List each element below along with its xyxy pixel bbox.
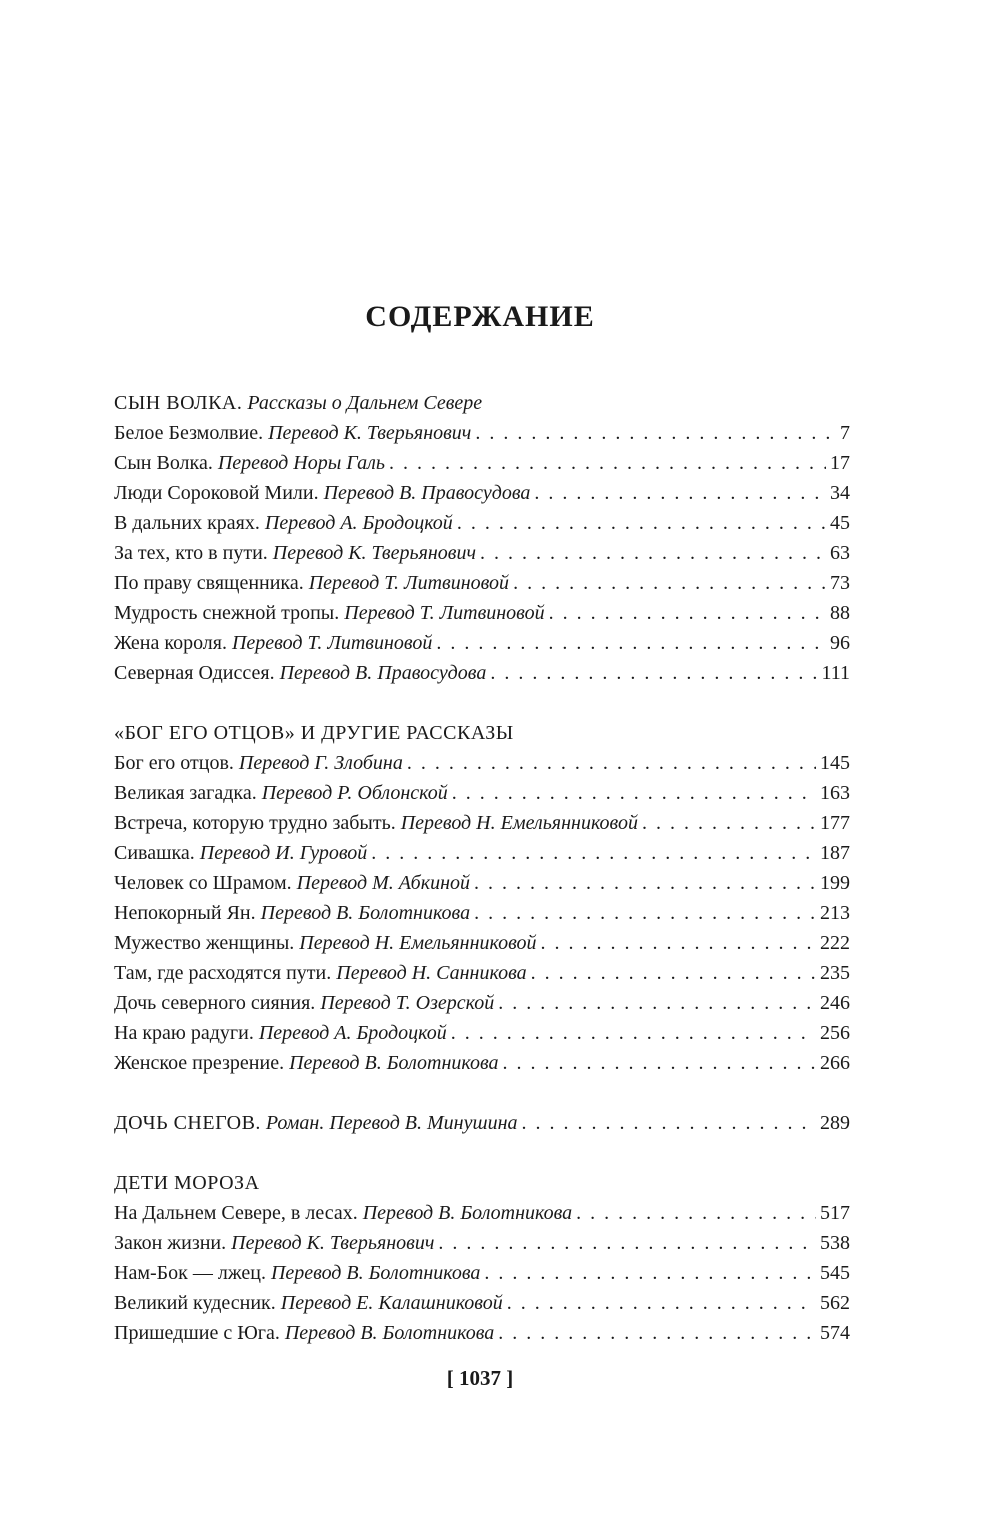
entry-page-number: 111 [821,662,850,684]
entry-translator: Перевод Н. Санникова [336,962,527,984]
dot-leader [407,748,816,778]
dot-leader [498,1318,816,1348]
entry-translator: Перевод Н. Емельянниковой [400,812,638,834]
entry-translator: Перевод А. Бродоцкой [264,512,453,534]
toc-entry[interactable] [114,598,850,628]
toc-entry[interactable] [114,838,850,868]
entry-page-number: 145 [820,752,850,774]
dot-leader [642,808,816,838]
dot-leader [490,658,817,688]
toc-entry[interactable] [114,1288,850,1318]
section-heading [114,1168,850,1198]
entry-title: Женское презрение. [114,1052,285,1074]
section-name: СЫН ВОЛКА. [114,392,243,414]
toc-entry[interactable] [114,1318,850,1348]
toc-entry[interactable] [114,1198,850,1228]
entry-page-number: 73 [830,572,850,594]
entry-title: Сын Волка. [114,452,213,474]
toc-entry[interactable] [114,1228,850,1258]
entry-translator: Перевод Т. Озерской [320,992,495,1014]
entry-title: Встреча, которую трудно забыть. [114,812,396,834]
toc-entry[interactable] [114,898,850,928]
entry-title: Дочь северного сияния. [114,992,316,1014]
entry-translator: Перевод К. Тверьянович [272,542,477,564]
toc-section-son-of-wolf [114,388,850,688]
entry-title: В дальних краях. [114,512,260,534]
entry-translator: Перевод Т. Литвиновой [231,632,433,654]
entry-title: По праву священника. [114,572,304,594]
toc-entry[interactable] [114,448,850,478]
entry-title: Бог его отцов. [114,752,234,774]
entry-translator: Перевод В. Болотникова [260,902,471,924]
toc-entry[interactable] [114,1048,850,1078]
entry-page-number: 266 [820,1052,850,1074]
dot-leader [474,898,816,928]
dot-leader [457,508,826,538]
entry-page-number: 246 [820,992,850,1014]
toc-entry[interactable] [114,538,850,568]
entry-title: Непокорный Ян. [114,902,256,924]
dot-leader [576,1198,816,1228]
entry-title: За тех, кто в пути. [114,542,268,564]
toc-entry[interactable] [114,418,850,448]
table-of-contents [114,388,850,1378]
entry-translator: Перевод М. Абкиной [296,872,471,894]
page-title: СОДЕРЖАНИЕ [365,300,595,333]
section-heading [114,388,850,418]
entry-title: Северная Одиссея. [114,662,275,684]
toc-entry[interactable] [114,508,850,538]
entry-title: На краю радуги. [114,1022,254,1044]
entry-title: Великий кудесник. [114,1292,276,1314]
entry-page-number: 545 [820,1262,850,1284]
entry-translator: Перевод А. Бродоцкой [258,1022,447,1044]
entry-translator: Перевод Е. Калашниковой [280,1292,503,1314]
dot-leader [507,1288,816,1318]
dot-leader [371,838,816,868]
toc-entry[interactable] [114,778,850,808]
entry-page-number: 45 [830,512,850,534]
toc-section-children-of-frost [114,1168,850,1348]
dot-leader [474,868,816,898]
dot-leader [534,478,826,508]
entry-page-number: 88 [830,602,850,624]
toc-entry[interactable] [114,928,850,958]
entry-title: На Дальнем Севере, в лесах. [114,1202,358,1224]
entry-translator: Перевод Н. Емельянниковой [299,932,537,954]
entry-translator: Перевод В. Болотникова [362,1202,573,1224]
dot-leader [484,1258,816,1288]
entry-page-number: 96 [830,632,850,654]
entry-translator: Перевод В. Болотникова [284,1322,495,1344]
toc-entry[interactable] [114,628,850,658]
entry-title: Мудрость снежной тропы. [114,602,340,624]
entry-title: Белое Безмолвие. [114,422,264,444]
dot-leader [522,1108,816,1138]
toc-entry[interactable] [114,1108,850,1138]
entry-page-number: 562 [820,1292,850,1314]
entry-translator: Перевод И. Гуровой [199,842,368,864]
entry-title: Нам-Бок — лжец. [114,1262,266,1284]
entry-translator: Перевод В. Болотникова [270,1262,481,1284]
dot-leader [549,598,826,628]
entry-page-number: 235 [820,962,850,984]
entry-translator: Перевод В. Правосудова [279,662,487,684]
toc-entry[interactable] [114,1018,850,1048]
dot-leader [541,928,816,958]
entry-page-number: 213 [820,902,850,924]
toc-entry[interactable] [114,478,850,508]
entry-translator: Перевод Т. Литвиновой [344,602,545,624]
entry-translator: Перевод Р. Облонской [261,782,448,804]
entry-page-number: 17 [830,452,850,474]
dot-leader [438,1228,816,1258]
dot-leader [389,448,826,478]
dot-leader [452,778,816,808]
section-name: ДОЧЬ СНЕГОВ. [114,1112,261,1134]
entry-page-number: 517 [820,1202,850,1224]
dot-leader [503,1048,816,1078]
entry-title: Человек со Шрамом. [114,872,292,894]
entry-title: Великая загадка. [114,782,257,804]
page-number-folio: [ 1037 ] [446,1366,514,1390]
dot-leader [531,958,816,988]
section-name: «БОГ ЕГО ОТЦОВ» И ДРУГИЕ РАССКАЗЫ [114,722,514,744]
dot-leader [475,418,836,448]
entry-title: Сивашка. [114,842,195,864]
entry-title: Закон жизни. [114,1232,227,1254]
section-subtitle: Рассказы о Дальнем Севере [247,392,483,414]
entry-page-number: 256 [820,1022,850,1044]
entry-page-number: 222 [820,932,850,954]
entry-translator: Перевод К. Тверьянович [231,1232,435,1254]
entry-page-number: 7 [840,422,850,444]
entry-translator: Перевод К. Тверьянович [268,422,472,444]
section-subtitle: Роман. Перевод В. Минушина [265,1112,518,1134]
dot-leader [436,628,826,658]
toc-entry[interactable] [114,808,850,838]
entry-page-number: 34 [830,482,850,504]
dot-leader [498,988,816,1018]
entry-title: Люди Сороковой Мили. [114,482,319,504]
toc-entry[interactable] [114,988,850,1018]
entry-title: Мужество женщины. [114,932,295,954]
entry-page-number: 163 [820,782,850,804]
entry-translator: Перевод Норы Галь [217,452,385,474]
entry-translator: Перевод Г. Злобина [238,752,403,774]
toc-entry[interactable] [114,658,850,688]
section-name: ДЕТИ МОРОЗА [114,1172,260,1194]
toc-section-daughter-of-snows [114,1108,850,1138]
entry-page-number: 63 [830,542,850,564]
entry-page-number: 538 [820,1232,850,1254]
entry-title: Там, где расходятся пути. [114,962,332,984]
toc-entry[interactable] [114,568,850,598]
entry-page-number: 199 [820,872,850,894]
toc-entry[interactable] [114,868,850,898]
toc-entry[interactable] [114,1258,850,1288]
toc-section-god-of-his-fathers [114,718,850,1078]
entry-translator: Перевод В. Болотникова [289,1052,499,1074]
entry-page-number: 177 [820,812,850,834]
toc-entry[interactable] [114,958,850,988]
dot-leader [451,1018,816,1048]
entry-page-number: 289 [820,1112,850,1134]
entry-title: Жена короля. [114,632,227,654]
entry-page-number: 574 [820,1322,850,1344]
dot-leader [513,568,826,598]
entry-translator: Перевод Т. Литвиновой [308,572,510,594]
dot-leader [480,538,826,568]
entry-page-number: 187 [820,842,850,864]
entry-title: Пришедшие с Юга. [114,1322,280,1344]
toc-entry[interactable] [114,748,850,778]
section-heading [114,718,850,748]
entry-translator: Перевод В. Правосудова [323,482,531,504]
